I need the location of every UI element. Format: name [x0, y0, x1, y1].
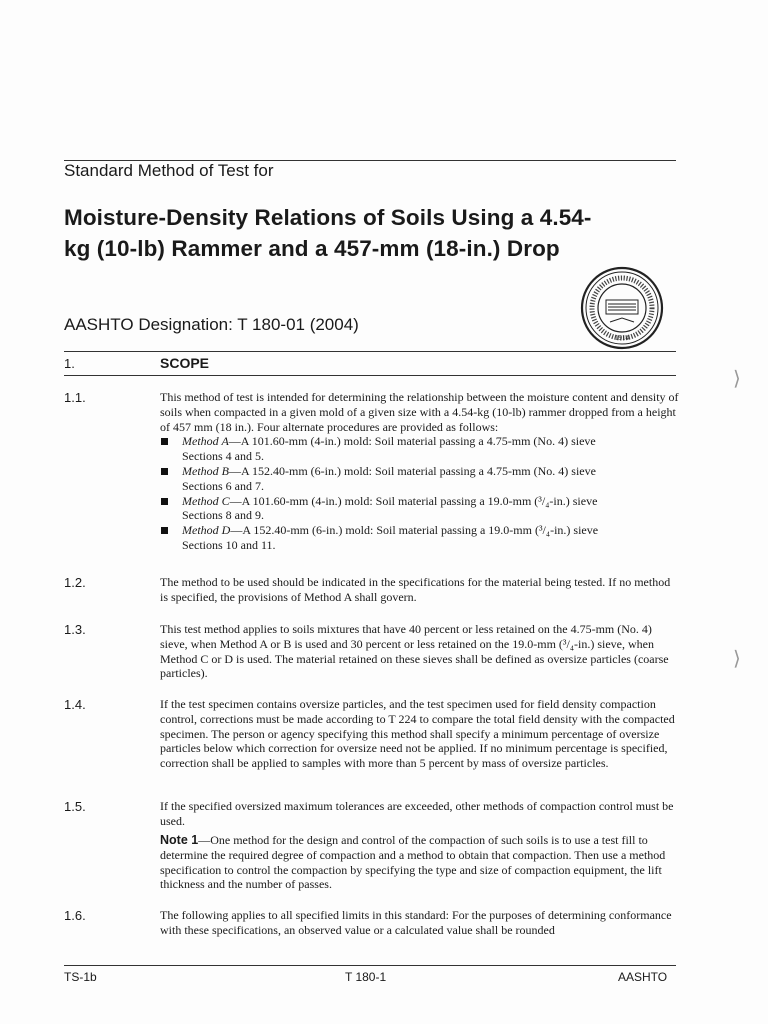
paragraph-1-5: If the specified oversized maximum tolerances are exceeded, other methods of compaction control must be used.: [160, 799, 674, 828]
bullet-square-icon: [161, 468, 168, 475]
document-title: Moisture-Density Relations of Soils Using a 4.54-kg (10-lb) Rammer and a 457-mm (18-in.) Drop: [64, 205, 592, 261]
list-item: Method D—A 152.40-mm (6-in.) mold: Soil material passing a 19.0-mm (³/₄-in.) sieve Sections 10 and 11.: [160, 523, 680, 553]
list-item: Method A—A 101.60-mm (4-in.) mold: Soil material passing a 4.75-mm (No. 4) sieve Sections 4 and 5.: [160, 434, 680, 464]
aashto-seal-icon: [580, 266, 664, 350]
note-1: [160, 833, 680, 892]
paragraph-number: 1.5.: [64, 799, 86, 814]
pre-title: Standard Method of Test for: [64, 161, 274, 180]
paragraph-1-3: This test method applies to soils mixtures that have 40 percent or less retained on the 4.75-mm (No. 4) sieve, when Method A or B is used and 30 percent or less retained on the 19.0-mm (³/₄-in.) sieve, when Method C or D is used. The material retained on these sieves shall be defined as oversize particles (coarse particles).: [160, 622, 669, 681]
list-item: Method C—A 101.60-mm (4-in.) mold: Soil material passing a 19.0-mm (³/₄-in.) sieve Sections 8 and 9.: [160, 494, 680, 524]
section-heading: SCOPE: [160, 355, 210, 371]
list-item: Method B—A 152.40-mm (6-in.) mold: Soil material passing a 4.75-mm (No. 4) sieve Sections 6 and 7.: [160, 464, 680, 494]
bullet-square-icon: [161, 498, 168, 505]
margin-mark: ⟩: [733, 368, 741, 390]
section-rule-bottom: [64, 375, 676, 376]
footer-left: TS-1b: [64, 970, 97, 984]
margin-mark: ⟩: [733, 648, 741, 670]
paragraph-number: 1.3.: [64, 622, 86, 637]
paragraph-1-4: If the test specimen contains oversize particles, and the test specimen used for field density compaction control, corrections must be made according to T 224 to compare the total field density with the compacted specimen. The person or agency specifying this method shall specify a minimum percentage of oversize particles below which correction for oversize need not be applied. If no minimum percentage is specified, correction shall be applied to samples with more than 5 percent by mass of oversize particles.: [160, 697, 675, 771]
bullet-square-icon: [161, 438, 168, 445]
paragraph-number: 1.2.: [64, 575, 86, 590]
paragraph-1-6: The following applies to all specified limits in this standard: For the purposes of determining conformance with these specifications, an observed value or a calculated value shall be rounded: [160, 908, 672, 937]
paragraph-number: 1.1.: [64, 390, 86, 405]
paragraph-1-2: The method to be used should be indicated in the specifications for the material being tested. If no method is specified, the provisions of Method A shall govern.: [160, 575, 671, 604]
footer-center: T 180-1: [345, 970, 387, 984]
paragraph-1-1: [160, 390, 680, 553]
method-list: [160, 434, 680, 552]
note-label: Note 1: [160, 833, 199, 847]
designation: AASHTO Designation: T 180-01 (2004): [64, 315, 359, 334]
section-rule-top: [64, 351, 676, 352]
bullet-square-icon: [161, 527, 168, 534]
seal-year: 1914: [615, 334, 629, 342]
paragraph-text: This method of test is intended for determining the relationship between the moisture content and density of soils when compacted in a given mold of a given size with a 4.54-kg (10-lb) rammer dropped from a height of 457 mm (18 in.). Four alternate procedures are provided as follows:: [160, 390, 679, 434]
footer-right: AASHTO: [618, 970, 668, 984]
footer-rule: [64, 965, 676, 966]
section-number: 1.: [64, 356, 75, 371]
note-text: —One method for the design and control of the compaction of such soils is to use a test fill to determine the required degree of compaction and a method to obtain that compaction. Then use a method specification to control the compaction by specifying the type and size of compaction equipment, the lift thickness and the number of passes.: [160, 833, 666, 892]
paragraph-number: 1.4.: [64, 697, 86, 712]
paragraph-number: 1.6.: [64, 908, 86, 923]
